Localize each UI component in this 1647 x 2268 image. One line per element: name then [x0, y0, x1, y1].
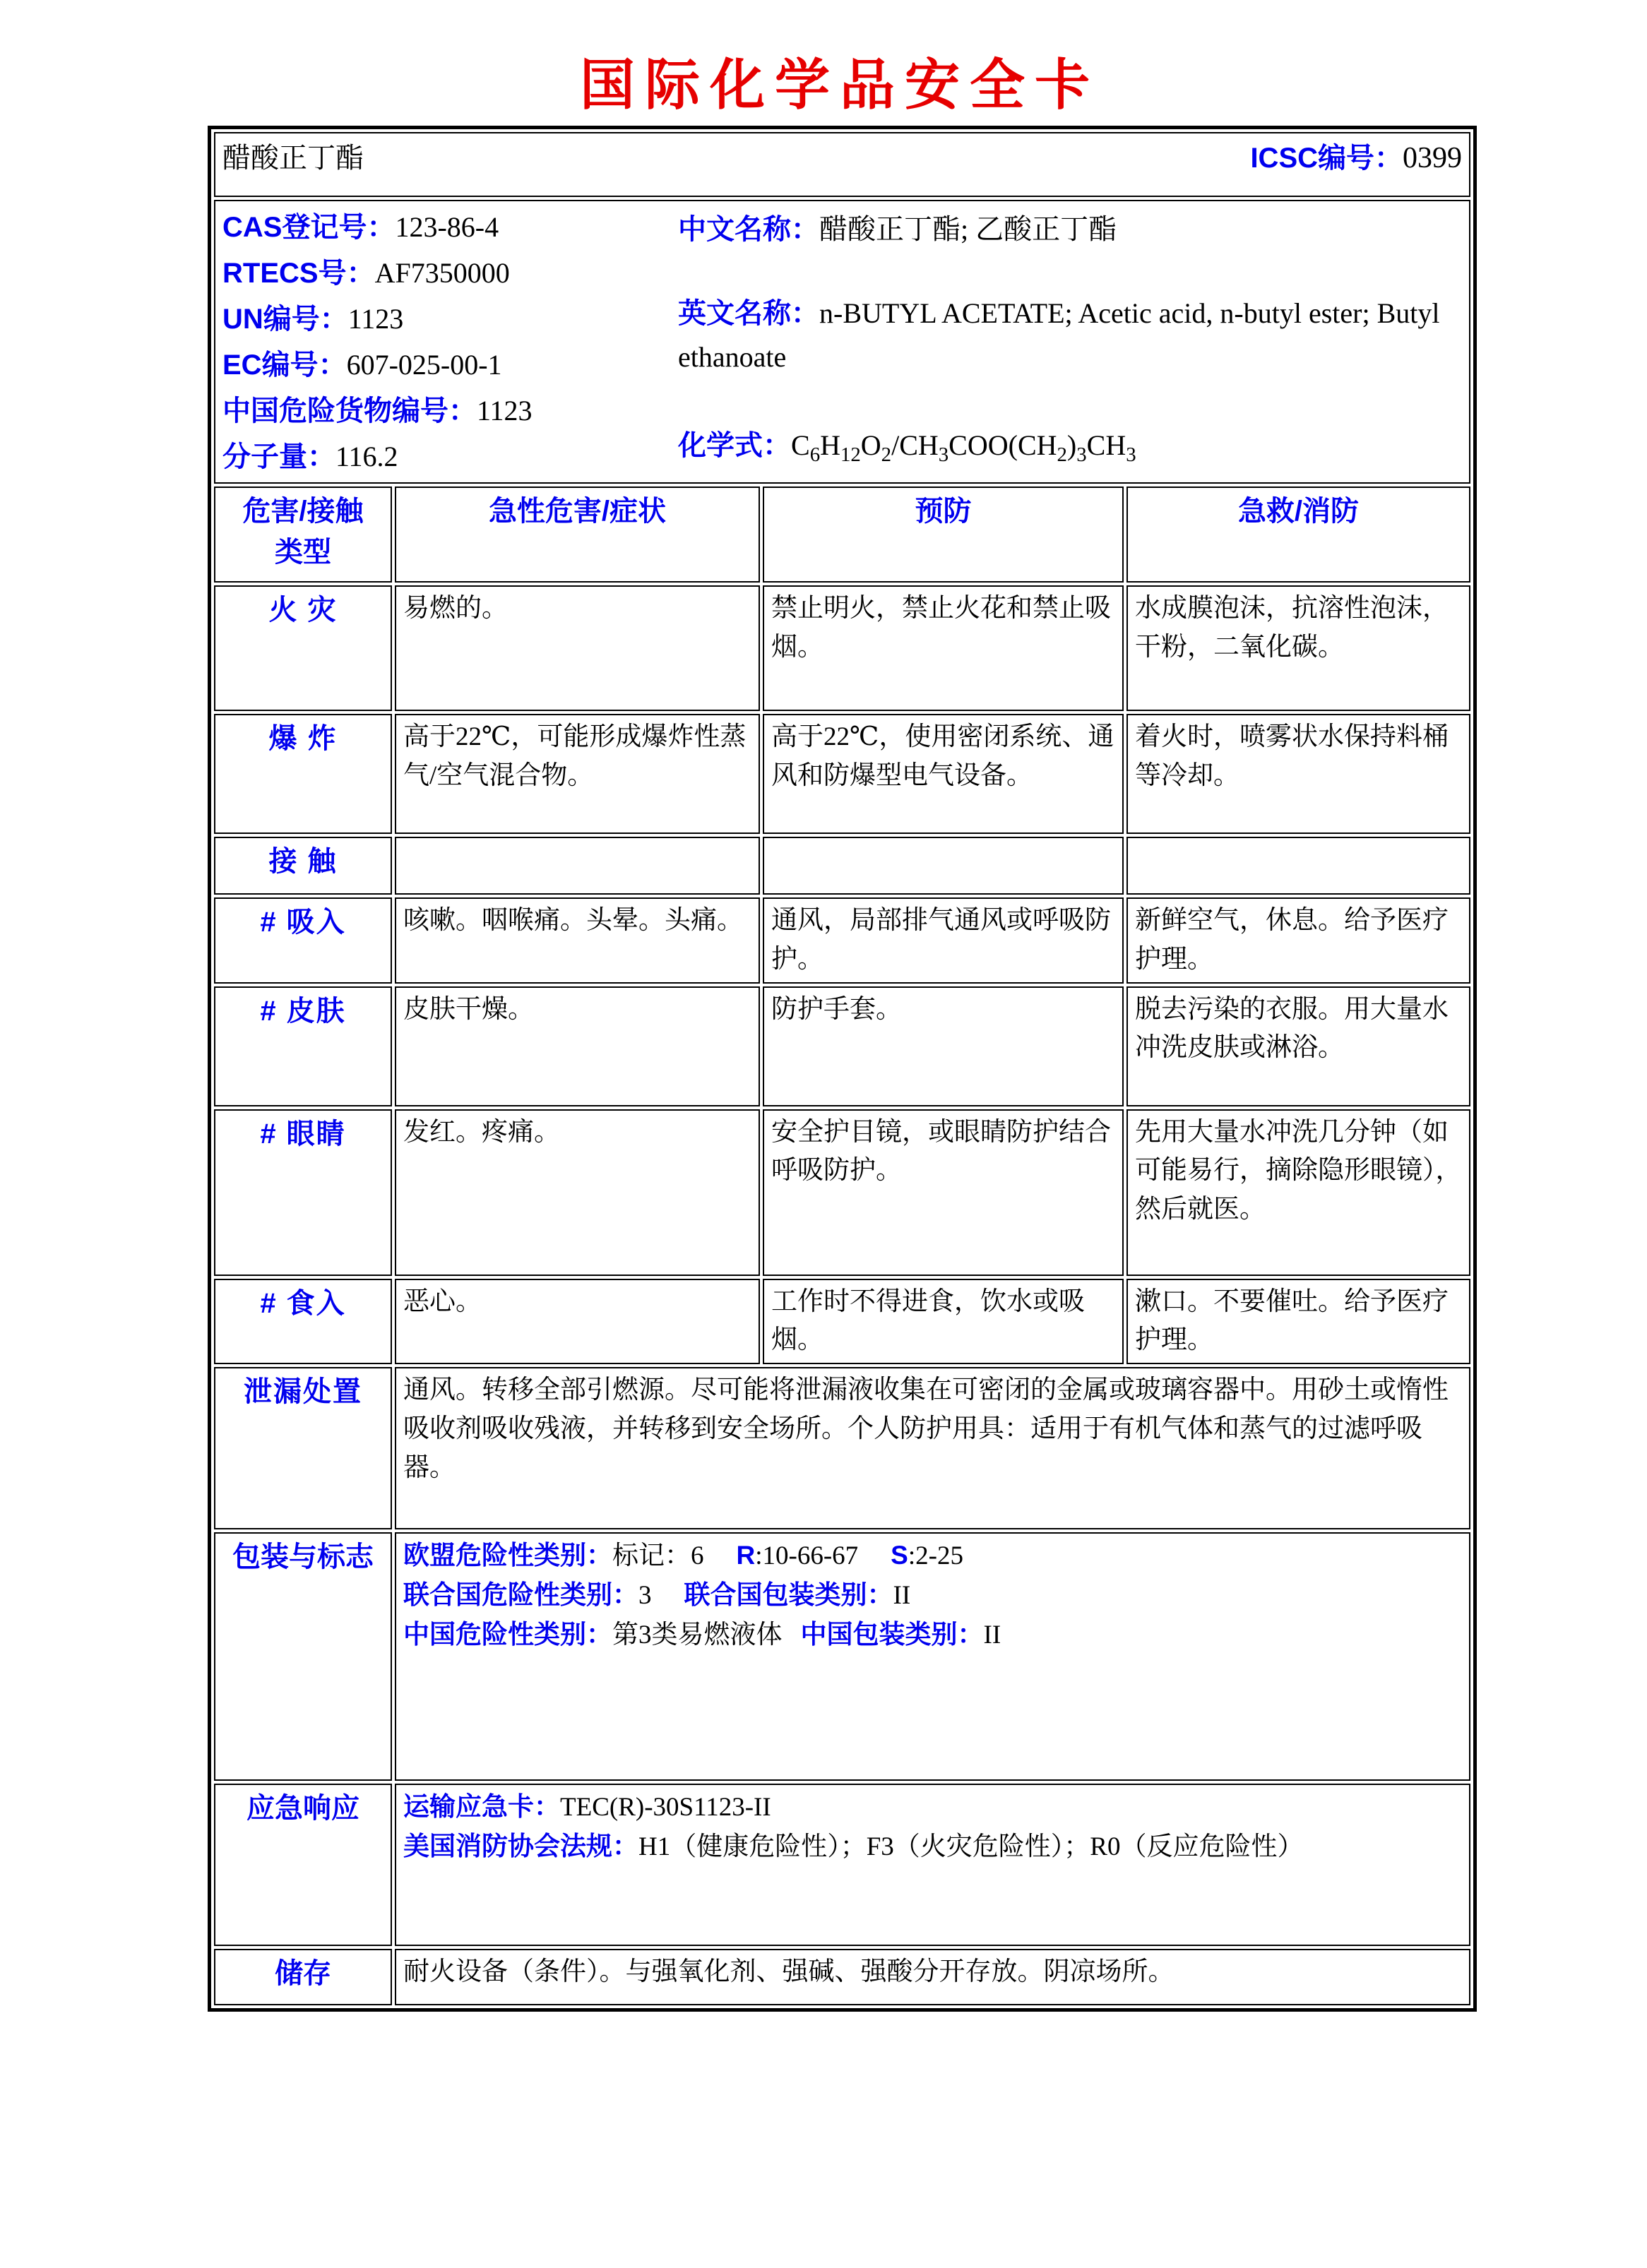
row-label-spill: 泄漏处置 [214, 1367, 392, 1529]
row-label-inhalation: # 吸入 [214, 897, 392, 984]
english-name: 英文名称：n-BUTYL ACETATE; Acetic acid, n-butyl ester; Butyl ethanoate [678, 297, 1440, 374]
table-row-spill [214, 1367, 1470, 1529]
row-label-emergency: 应急响应 [214, 1784, 392, 1946]
skin-prevention: 防护手套。 [763, 986, 1124, 1106]
row-label-explosion: 爆 炸 [214, 714, 392, 834]
header-row [214, 132, 1470, 197]
fire-symptoms: 易燃的。 [395, 585, 760, 711]
table-row-inhalation [214, 897, 1470, 984]
substance-name: 醋酸正丁酯 [222, 142, 364, 174]
inhalation-response: 新鲜空气，休息。给予医疗护理。 [1126, 897, 1470, 984]
ingestion-response: 漱口。不要催吐。给予医疗护理。 [1126, 1279, 1470, 1365]
row-label-skin: # 皮肤 [214, 986, 392, 1106]
identification-left-column [222, 204, 678, 479]
inhalation-symptoms: 咳嗽。咽喉痛。头晕。头痛。 [395, 897, 760, 984]
exposure-symptoms [395, 837, 760, 895]
table-row-exposure [214, 837, 1470, 895]
explosion-prevention: 高于22℃，使用密闭系统、通风和防爆型电气设备。 [763, 714, 1124, 834]
hazard-header-row [214, 487, 1470, 583]
row-label-storage: 储存 [214, 1949, 392, 2005]
row-label-packaging: 包装与标志 [214, 1532, 392, 1781]
exposure-response [1126, 837, 1470, 895]
column-header-prevention: 预防 [763, 487, 1124, 583]
storage-text: 耐火设备（条件）。与强氧化剂、强碱、强酸分开存放。阴凉场所。 [395, 1949, 1470, 2005]
spill-text: 通风。转移全部引燃源。尽可能将泄漏液收集在可密闭的金属或玻璃容器中。用砂土或惰性吸收剂吸收残液，并转移到安全场所。个人防护用具：适用于有机气体和蒸气的过滤呼吸器。 [395, 1367, 1470, 1529]
ingestion-prevention: 工作时不得进食，饮水或吸烟。 [763, 1279, 1124, 1365]
table-row-storage [214, 1949, 1470, 2005]
icsc-card [208, 126, 1477, 2012]
skin-symptoms: 皮肤干燥。 [395, 986, 760, 1106]
packaging-text [395, 1532, 1470, 1781]
packaging-china-line: 中国危险性类别：第3类易燃液体 中国包装类别：II [403, 1619, 1001, 1649]
nfpa-code: 美国消防协会法规：H1（健康危险性）；F3（火灾危险性）；R0（反应危险性） [403, 1831, 1304, 1861]
ingestion-symptoms: 恶心。 [395, 1279, 760, 1365]
transport-emergency-card: 运输应急卡：TEC(R)-30S1123-II [403, 1792, 771, 1822]
header-cell [214, 132, 1470, 197]
table-row-explosion [214, 714, 1470, 834]
chinese-name: 中文名称：醋酸正丁酯; 乙酸正丁酯 [678, 213, 1117, 245]
emergency-text [395, 1784, 1470, 1946]
row-label-exposure: 接 触 [214, 837, 392, 895]
row-label-ingestion: # 食入 [214, 1279, 392, 1365]
table-row-fire [214, 585, 1470, 711]
row-label-fire: 火 灾 [214, 585, 392, 711]
column-header-type: 危害/接触 类型 [214, 487, 392, 583]
eyes-symptoms: 发红。疼痛。 [395, 1109, 760, 1276]
exposure-prevention [763, 837, 1124, 895]
packaging-eu-line: 欧盟危险性类别：标记：6 R:10-66-67 S:2-25 [403, 1541, 963, 1570]
china-dangerous-goods-number: 中国危险货物编号：1123 [222, 395, 533, 426]
skin-response: 脱去污染的衣服。用大量水冲洗皮肤或淋浴。 [1126, 986, 1470, 1106]
column-header-response: 急救/消防 [1126, 487, 1470, 583]
inhalation-prevention: 通风，局部排气通风或呼吸防护。 [763, 897, 1124, 984]
page-title: 国际化学品安全卡 [579, 53, 1100, 117]
icsc-table [208, 126, 1477, 2012]
table-row-ingestion [214, 1279, 1470, 1365]
table-row-skin [214, 986, 1470, 1106]
table-row-packaging [214, 1532, 1470, 1781]
identification-right-column [678, 204, 1462, 479]
icsc-number-label: ICSC编号： [1250, 143, 1403, 174]
rtecs-number: RTECS号：AF7350000 [222, 257, 510, 289]
identification-cell [214, 200, 1470, 484]
ec-number: EC编号：607-025-00-1 [222, 349, 502, 381]
eyes-prevention: 安全护目镜，或眼睛防护结合呼吸防护。 [763, 1109, 1124, 1276]
row-label-eyes: # 眼睛 [214, 1109, 392, 1276]
table-row-eyes [214, 1109, 1470, 1276]
packaging-un-line: 联合国危险性类别：3 联合国包装类别：II [403, 1580, 911, 1610]
explosion-symptoms: 高于22℃，可能形成爆炸性蒸气/空气混合物。 [395, 714, 760, 834]
table-row-emergency [214, 1784, 1470, 1946]
column-header-symptoms: 急性危害/症状 [395, 487, 760, 583]
explosion-response: 着火时，喷雾状水保持料桶等冷却。 [1126, 714, 1470, 834]
fire-response: 水成膜泡沫，抗溶性泡沫，干粉，二氧化碳。 [1126, 585, 1470, 711]
cas-number: CAS登记号：123-86-4 [222, 211, 499, 243]
fire-prevention: 禁止明火，禁止火花和禁止吸烟。 [763, 585, 1124, 711]
molecular-weight: 分子量：116.2 [222, 441, 398, 472]
eyes-response: 先用大量水冲洗几分钟（如可能易行，摘除隐形眼镜），然后就医。 [1126, 1109, 1470, 1276]
identification-row [214, 200, 1470, 484]
icsc-number [1250, 136, 1462, 180]
chemical-formula: 化学式：$C_6H_{12}O_2/CH_3COO(CH_2)_3CH_3$ [678, 429, 1136, 467]
icsc-number-value: 0399 [1403, 142, 1463, 174]
un-number: UN编号：1123 [222, 303, 404, 335]
